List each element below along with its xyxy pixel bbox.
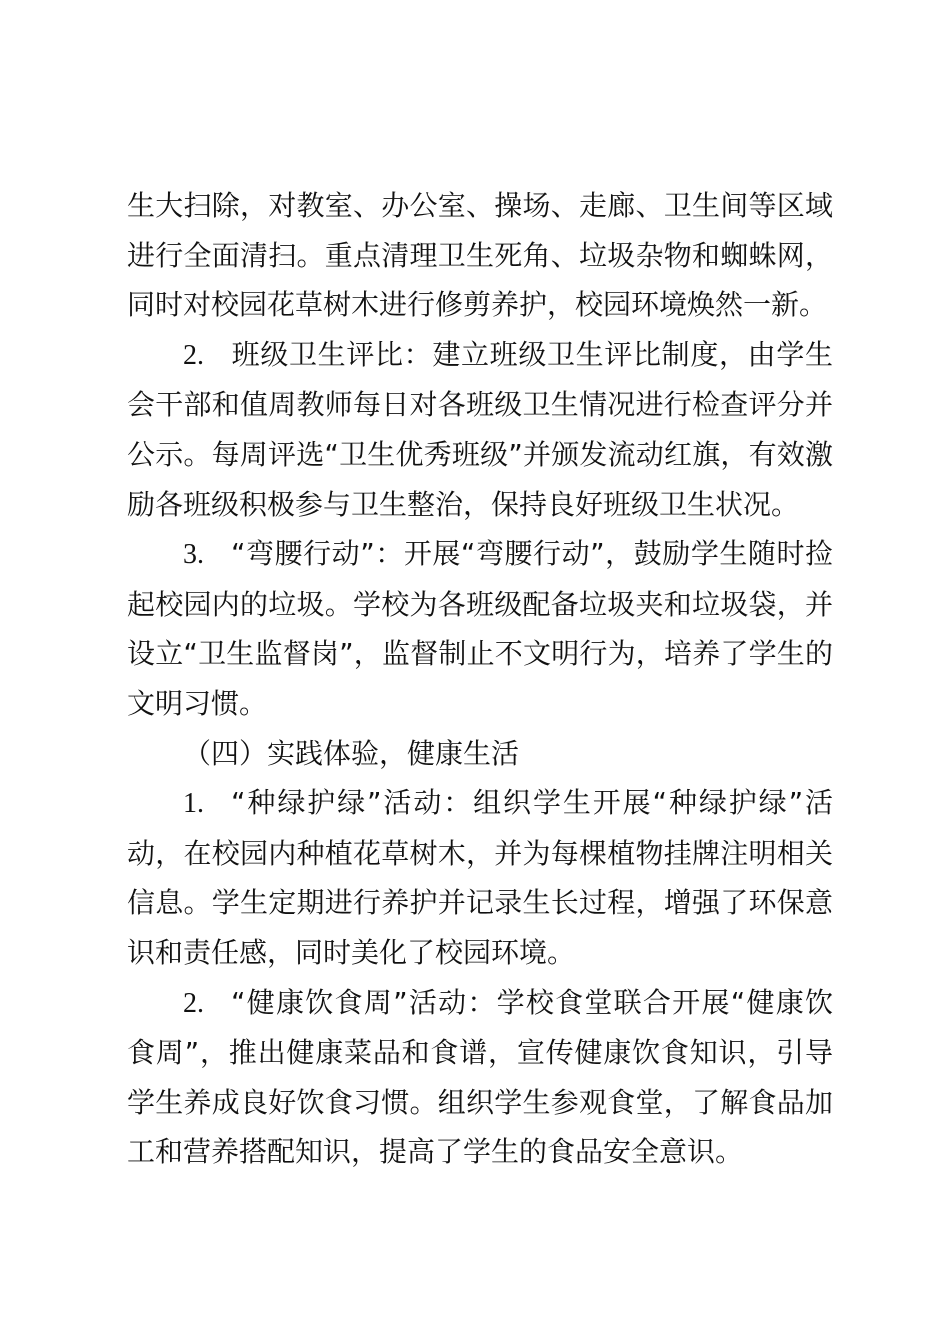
paragraph-continuation [127,181,833,330]
paragraph-item-2-healthy-diet [127,978,833,1177]
paragraph-item-1-planting [127,778,833,977]
paragraph-text: “健康饮食周”活动：学校食堂联合开展“健康饮食周”，推出健康菜品和食谱，宣传健康饮食知识，引导学生养成良好饮食习惯。组织学生参观食堂，了解食品加工和营养搭配知识，提高了学生的食品安全意识。 [127,985,833,1169]
paragraph-item-3-bend-action [127,529,833,728]
item-number: 2. [183,987,204,1019]
item-number: 3. [183,539,204,571]
paragraph-item-2-class-hygiene [127,330,833,529]
paragraph-text: “弯腰行动”：开展“弯腰行动”，鼓励学生随时捡起校园内的垃圾。学校为各班级配备垃圾夹和垃圾袋，并设立“卫生监督岗”，监督制止不文明行为，培养了学生的文明习惯。 [127,537,833,720]
paragraph-text: 生大扫除，对教室、办公室、操场、走廊、卫生间等区域进行全面清扫。重点清理卫生死角、垃圾杂物和蜘蛛网，同时对校园花草树木进行修剪养护，校园环境焕然一新。 [127,189,833,322]
paragraph-text: 班级卫生评比：建立班级卫生评比制度，由学生会干部和值周教师每日对各班级卫生情况进行检查评分并公示。每周评选“卫生优秀班级”并颁发流动红旗，有效激励各班级积极参与卫生整治，保持良好班级卫生状况。 [127,337,833,521]
section-heading [127,729,833,779]
document-body [127,181,833,1177]
item-number: 1. [183,788,204,820]
item-number: 2. [183,339,204,371]
paragraph-text: “种绿护绿”活动：组织学生开展“种绿护绿”活动，在校园内种植花草树木，并为每棵植物挂牌注明相关信息。学生定期进行养护并记录生长过程，增强了环保意识和责任感，同时美化了校园环境。 [127,786,833,969]
heading-text: （四）实践体验，健康生活 [183,736,520,770]
